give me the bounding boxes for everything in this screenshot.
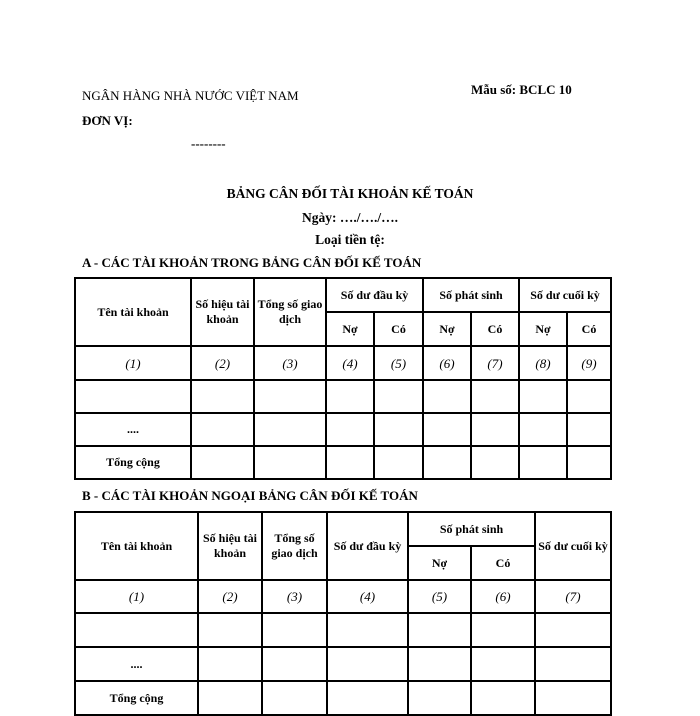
header-credit: Có	[374, 312, 423, 346]
table-cell	[423, 413, 471, 446]
table-cell	[198, 681, 262, 715]
column-number: (5)	[374, 346, 423, 380]
table-cell	[471, 647, 535, 681]
table-cell	[567, 446, 611, 479]
table-cell	[471, 380, 519, 413]
table-cell	[374, 446, 423, 479]
table-cell	[423, 446, 471, 479]
table-cell	[75, 380, 191, 413]
table-cell	[262, 647, 327, 681]
header-debit: Nợ	[423, 312, 471, 346]
table-cell	[408, 647, 471, 681]
table-cell	[471, 446, 519, 479]
table-cell	[326, 446, 374, 479]
table-cell	[519, 413, 567, 446]
table-cell	[254, 413, 326, 446]
header-closing-balance: Số dư cuối kỳ	[519, 278, 611, 312]
header-debit: Nợ	[326, 312, 374, 346]
header-account-number: Số hiệu tài khoản	[191, 278, 254, 346]
column-number: (6)	[423, 346, 471, 380]
column-number: (2)	[191, 346, 254, 380]
header-credit: Có	[567, 312, 611, 346]
column-number: (1)	[75, 346, 191, 380]
table-row	[75, 413, 611, 446]
unit-label: ĐƠN VỊ:	[82, 113, 133, 128]
header-transaction-count: Tổng số giao dịch	[262, 512, 327, 580]
table-cell	[262, 613, 327, 647]
table-cell	[423, 380, 471, 413]
unit-dashes: --------	[191, 136, 226, 151]
table-cell	[567, 413, 611, 446]
form-number: Mẫu số: BCLC 10	[471, 82, 572, 97]
column-number: (7)	[471, 346, 519, 380]
table-cell	[198, 647, 262, 681]
column-number: (4)	[326, 346, 374, 380]
table-cell	[326, 380, 374, 413]
column-number: (5)	[408, 580, 471, 613]
table-row	[75, 380, 611, 413]
table-row	[75, 613, 611, 647]
table-cell	[535, 647, 611, 681]
column-number: (3)	[262, 580, 327, 613]
report-date: Ngày: …./…./….	[302, 210, 398, 225]
column-number: (6)	[471, 580, 535, 613]
column-number: (9)	[567, 346, 611, 380]
ellipsis-cell: ....	[75, 413, 191, 446]
total-label: Tổng cộng	[75, 446, 191, 479]
header-debit: Nợ	[408, 546, 471, 580]
header-credit: Có	[471, 546, 535, 580]
total-row	[75, 446, 611, 479]
table-cell	[535, 613, 611, 647]
header-debit: Nợ	[519, 312, 567, 346]
header-credit: Có	[471, 312, 519, 346]
column-number: (1)	[75, 580, 198, 613]
table-cell	[254, 380, 326, 413]
table-cell	[327, 647, 408, 681]
table-cell	[374, 413, 423, 446]
column-number: (8)	[519, 346, 567, 380]
bank-name: NGÂN HÀNG NHÀ NƯỚC VIỆT NAM	[82, 88, 299, 103]
section-b-heading: B - CÁC TÀI KHOẢN NGOẠI BẢNG CÂN ĐỐI KẾ TOÁN	[82, 488, 418, 503]
header-opening-balance: Số dư đầu kỳ	[327, 512, 408, 580]
column-number: (2)	[198, 580, 262, 613]
section-b-table	[74, 511, 612, 716]
header-movement: Số phát sinh	[408, 512, 535, 546]
table-cell	[471, 413, 519, 446]
header-closing-balance: Số dư cuối kỳ	[535, 512, 611, 580]
table-cell	[567, 380, 611, 413]
column-number: (3)	[254, 346, 326, 380]
table-cell	[519, 380, 567, 413]
table-cell	[326, 413, 374, 446]
currency-label: Loại tiền tệ:	[315, 232, 385, 247]
header-opening-balance: Số dư đầu kỳ	[326, 278, 423, 312]
table-cell	[262, 681, 327, 715]
total-label: Tổng cộng	[75, 681, 198, 715]
table-cell	[374, 380, 423, 413]
table-cell	[75, 613, 198, 647]
header-transaction-count: Tổng số giao dịch	[254, 278, 326, 346]
table-cell	[191, 380, 254, 413]
table-cell	[198, 613, 262, 647]
column-number: (4)	[327, 580, 408, 613]
table-cell	[327, 681, 408, 715]
header-account-number: Số hiệu tài khoản	[198, 512, 262, 580]
table-cell	[327, 613, 408, 647]
section-a-table	[74, 277, 612, 480]
ellipsis-cell: ....	[75, 647, 198, 681]
column-number: (7)	[535, 580, 611, 613]
table-cell	[535, 681, 611, 715]
table-cell	[408, 613, 471, 647]
section-a-heading: A - CÁC TÀI KHOẢN TRONG BẢNG CÂN ĐỐI KẾ TOÁN	[82, 255, 422, 270]
table-cell	[191, 446, 254, 479]
table-cell	[471, 681, 535, 715]
report-title: BẢNG CÂN ĐỐI TÀI KHOẢN KẾ TOÁN	[226, 186, 474, 201]
header-movement: Số phát sinh	[423, 278, 519, 312]
table-cell	[191, 413, 254, 446]
header-account-name: Tên tài khoản	[75, 512, 198, 580]
table-row	[75, 647, 611, 681]
table-cell	[519, 446, 567, 479]
total-row	[75, 681, 611, 715]
table-cell	[408, 681, 471, 715]
table-cell	[254, 446, 326, 479]
table-cell	[471, 613, 535, 647]
header-account-name: Tên tài khoản	[75, 278, 191, 346]
